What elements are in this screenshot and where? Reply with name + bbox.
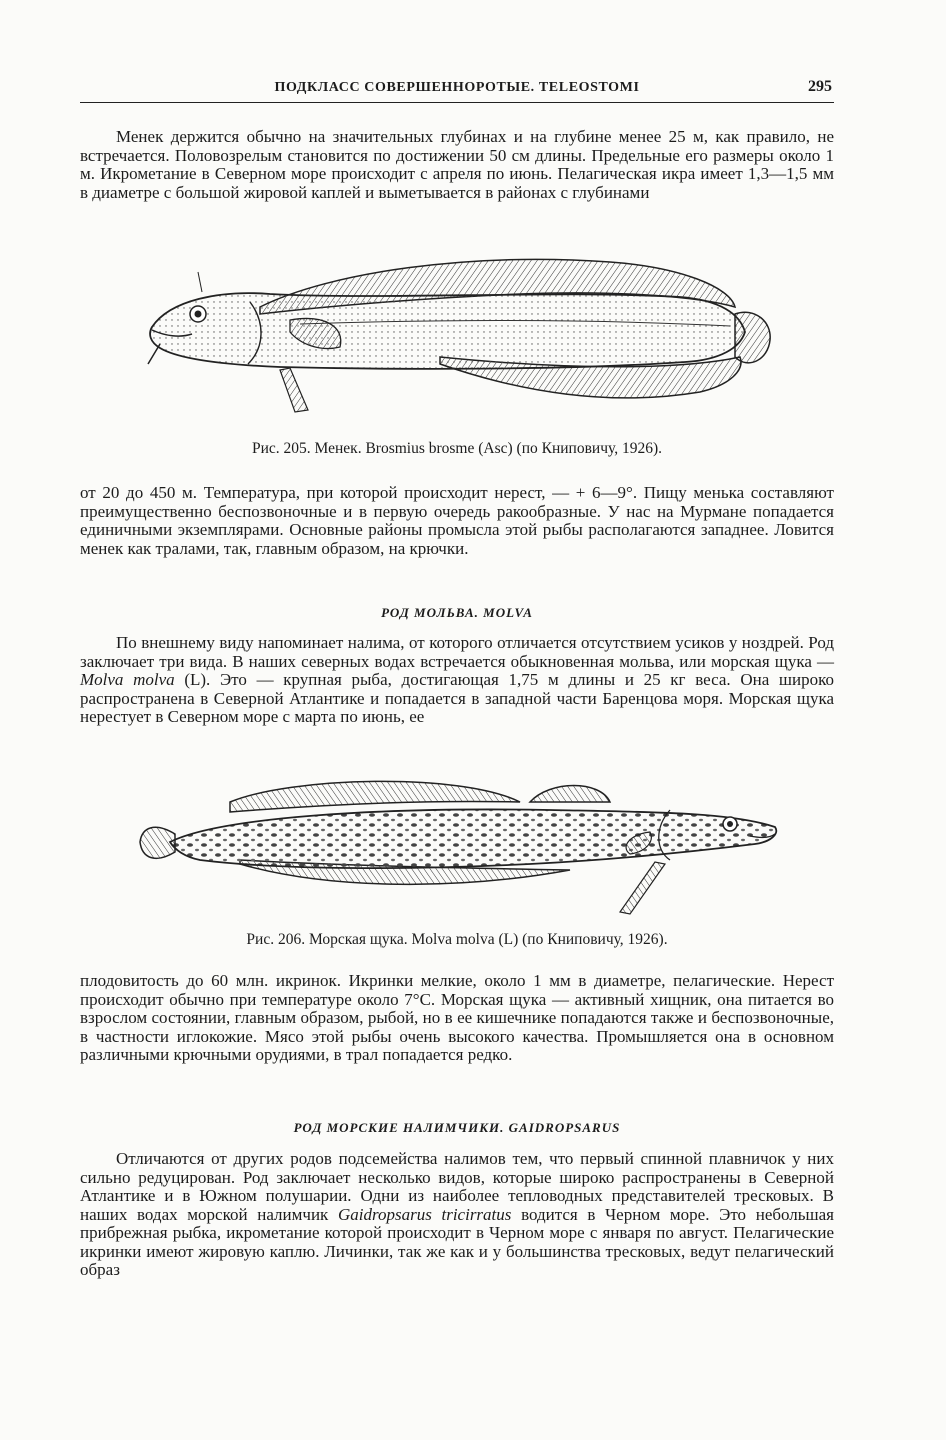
figure-206-ling-illustration — [130, 772, 790, 922]
molva-text-a: По внешнему виду напоминает налима, от которого отличается отсутствием усиков у ноздрей. Род заключает три вида. В наших северных водах встречается обыкновенная мольва, или морская щука — — [80, 633, 834, 671]
molva-text-b: (L). Это — крупная рыба, достигающая 1,75 м длины и 25 кг веса. Она широко распространена в Северной Атлантике и попадается в западной части Баренцова моря. Морская щука нерестует в Северном море с марта по июнь, ее — [80, 670, 834, 726]
figure-205-tusk-illustration — [140, 252, 780, 422]
section-heading-gaidropsarus: РОД МОРСКИЕ НАЛИМЧИКИ. GAIDROPSARUS — [293, 1120, 621, 1135]
gaidropsarus-latin-name: Gaidropsarus tricirratus — [337, 1204, 512, 1224]
page-number: 295 — [808, 78, 832, 95]
molva-latin-name: Molva molva — [80, 670, 175, 689]
section-heading-molva: РОД МОЛЬВА. MOLVA — [381, 605, 533, 620]
paragraph-gaidropsarus-description — [80, 1150, 834, 1280]
running-head — [80, 78, 834, 103]
gaidropsarus-text-a: Отличаются от других родов подсемейства налимов тем, что первый спинной плавничок у них сильно редуцирован. Род заключает несколько видов, которые широко распространены в Северной Атлантике и в Южном полушарии. Одни из наиболее тепловодных представителей тресковых. В наших водах морской налимчик — [80, 1149, 834, 1224]
paragraph-molva-biology: плодовитость до 60 млн. икринок. Икринки мелкие, около 1 мм в диаметре, пелагические. Нерест происходит обычно при температуре около 7°С. Морская щука — активный хищник, она питается во взрослом состоянии, главным образом, рыбой, но в ее кишечнике попадаются также и беспозвоночные, в частности иглокожие. Мясо этой рыбы очень высокого качества. Промышляется она в основном различными крючными орудиями, в трал попадается редко. — [80, 971, 834, 1064]
figure-206-caption: Рис. 206. Морская щука. Molva molva (L) (по Книповичу, 1926). — [246, 931, 668, 948]
paragraph-brosme-habitat: Менек держится обычно на значительных глубинах и на глубине менее 25 м, как правило, не встречается. Половозрелым становится по достижении 50 см длины. Предельные его размеры около 1 м. Икрометание в Северном море происходит с апреля по июнь. Пелагическая икра имеет 1,3—1,5 мм в диаметре с большой жировой каплей и выметывается в районах с глубинами — [80, 127, 834, 202]
paragraph-brosme-biology: от 20 до 450 м. Температура, при которой происходит нерест, — + 6—9°. Пищу менька составляют преимущественно беспозвоночные и в первую очередь ракообразные. У нас на Мурмане попадается единичными экземплярами. Основные районы промысла этой рыбы располагаются западнее. Ловится менек как тралами, так, главным образом, на крючки. — [80, 483, 834, 558]
gaidropsarus-text-b: водится в Черном море. Это небольшая прибрежная рыбка, икрометание которой происходит в Черном море с января по август. Пелагические икринки имеют жировую каплю. Личинки, так же как и у большинства тресковых, ведут пелагический образ — [80, 1204, 834, 1279]
figure-205-caption: Рис. 205. Менек. Brosmius brosme (Asc) (по Книповичу, 1926). — [251, 440, 663, 457]
paragraph-molva-description — [80, 634, 834, 727]
running-title: ПОДКЛАСС СОВЕРШЕННОРОТЫЕ. TELEOSTOMI — [274, 80, 640, 95]
